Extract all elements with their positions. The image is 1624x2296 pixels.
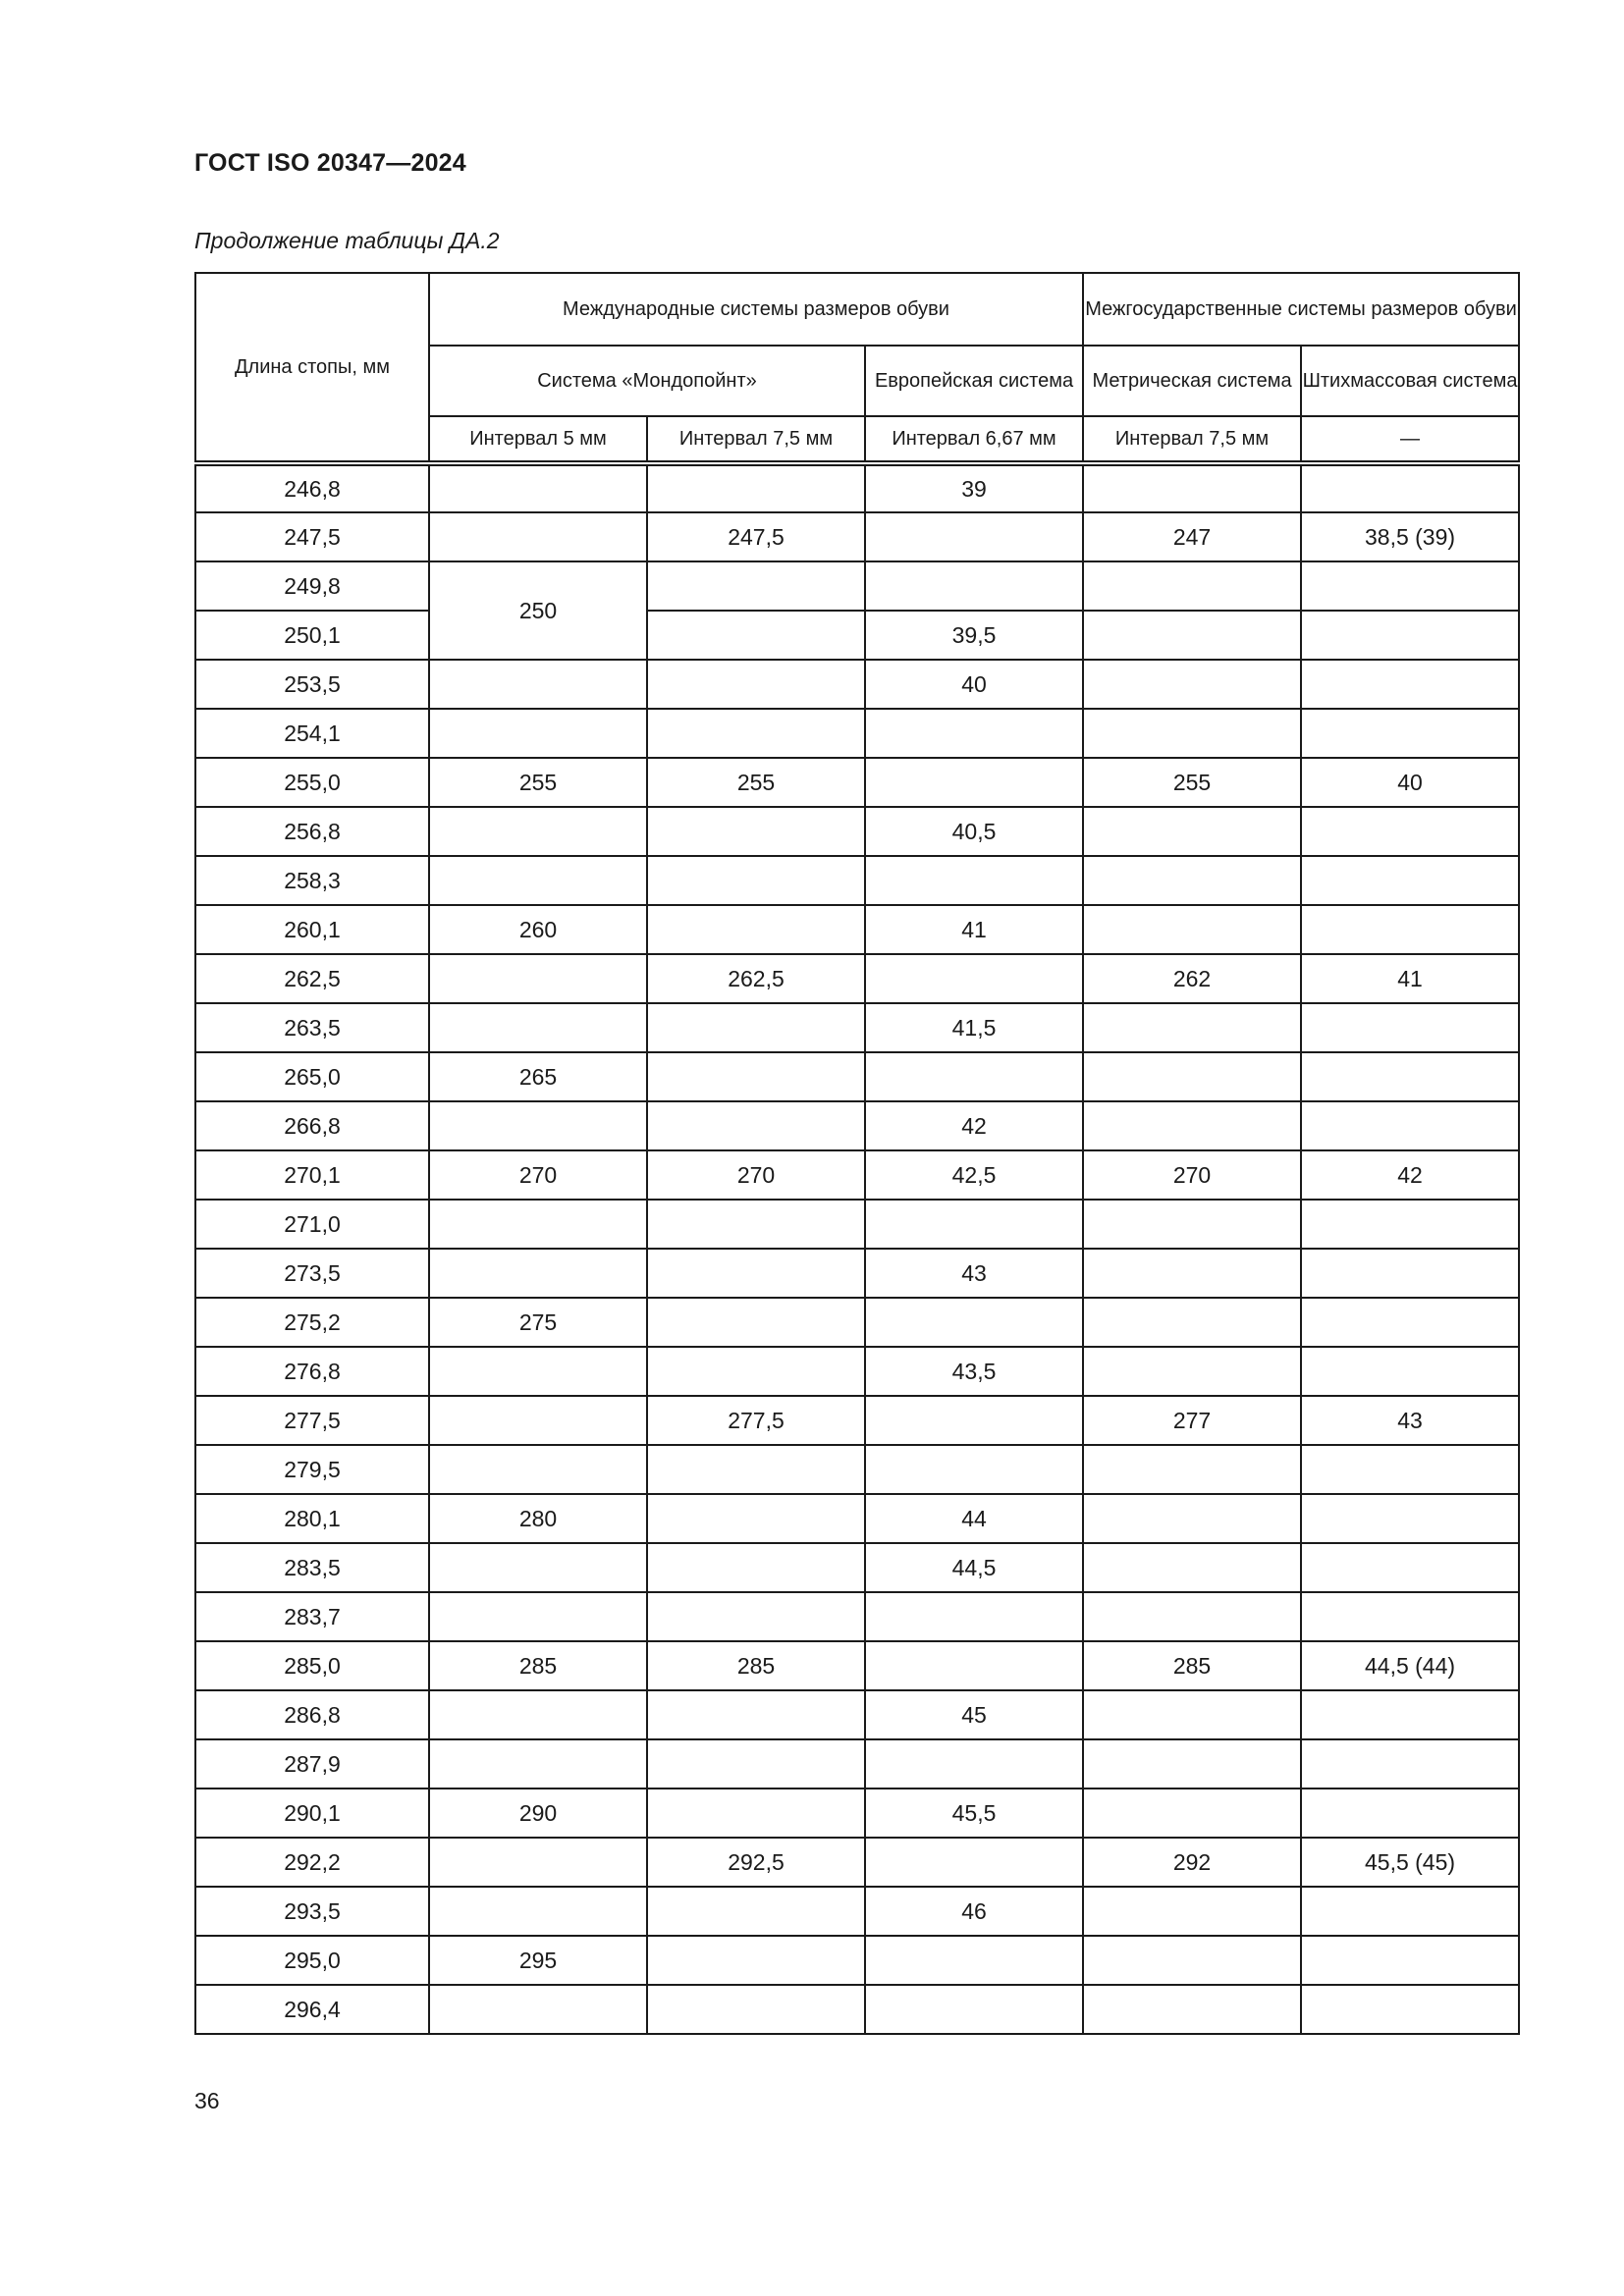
mondopoint-5-cell <box>429 1101 647 1150</box>
metric-cell <box>1083 1052 1301 1101</box>
mondopoint-7-5-cell <box>647 709 865 758</box>
european-cell <box>865 1052 1083 1101</box>
table-row <box>195 1101 1519 1150</box>
table-row <box>195 660 1519 709</box>
table-row <box>195 758 1519 807</box>
table-row <box>195 709 1519 758</box>
mondopoint-7-5-cell <box>647 1200 865 1249</box>
european-cell: 45 <box>865 1690 1083 1739</box>
metric-cell <box>1083 905 1301 954</box>
mondopoint-7-5-cell: 262,5 <box>647 954 865 1003</box>
metric-cell <box>1083 561 1301 611</box>
mondopoint-5-cell <box>429 1985 647 2034</box>
mondopoint-5-cell: 275 <box>429 1298 647 1347</box>
european-cell: 39 <box>865 463 1083 512</box>
metric-cell <box>1083 1739 1301 1789</box>
stich-cell: 38,5 (39) <box>1301 512 1519 561</box>
mondopoint-5-cell <box>429 1887 647 1936</box>
foot-length-cell: 296,4 <box>195 1985 429 2034</box>
foot-length-cell: 279,5 <box>195 1445 429 1494</box>
mondopoint-5-cell <box>429 709 647 758</box>
table-row <box>195 1298 1519 1347</box>
foot-length-cell: 270,1 <box>195 1150 429 1200</box>
mondopoint-7-5-cell: 270 <box>647 1150 865 1200</box>
foot-length-cell: 266,8 <box>195 1101 429 1150</box>
table-row <box>195 1789 1519 1838</box>
header-metric: Метрическая система <box>1083 346 1301 416</box>
mondopoint-5-cell <box>429 1690 647 1739</box>
mondopoint-5-cell <box>429 1347 647 1396</box>
mondopoint-7-5-cell <box>647 1789 865 1838</box>
mondopoint-7-5-cell <box>647 1298 865 1347</box>
mondopoint-7-5-cell <box>647 1543 865 1592</box>
mondopoint-5-cell: 255 <box>429 758 647 807</box>
mondopoint-5-cell <box>429 1739 647 1789</box>
foot-length-cell: 262,5 <box>195 954 429 1003</box>
european-cell <box>865 1592 1083 1641</box>
european-cell: 44,5 <box>865 1543 1083 1592</box>
stich-cell: 43 <box>1301 1396 1519 1445</box>
mondopoint-7-5-cell <box>647 1936 865 1985</box>
foot-length-cell: 283,7 <box>195 1592 429 1641</box>
metric-cell <box>1083 660 1301 709</box>
mondopoint-7-5-cell <box>647 1003 865 1052</box>
header-international-systems: Международные системы размеров обуви <box>429 273 1083 346</box>
european-cell <box>865 709 1083 758</box>
stich-cell <box>1301 1445 1519 1494</box>
mondopoint-7-5-cell: 285 <box>647 1641 865 1690</box>
metric-cell <box>1083 709 1301 758</box>
mondopoint-7-5-cell <box>647 1347 865 1396</box>
european-cell <box>865 1985 1083 2034</box>
mondopoint-5-cell <box>429 1838 647 1887</box>
stich-cell <box>1301 1003 1519 1052</box>
european-cell <box>865 758 1083 807</box>
mondopoint-7-5-cell <box>647 1052 865 1101</box>
european-cell <box>865 856 1083 905</box>
mondopoint-7-5-cell <box>647 1445 865 1494</box>
mondopoint-5-cell <box>429 1200 647 1249</box>
header-interval-6-67: Интервал 6,67 мм <box>865 416 1083 463</box>
table-row <box>195 1592 1519 1641</box>
european-cell <box>865 1641 1083 1690</box>
european-cell: 41 <box>865 905 1083 954</box>
metric-cell <box>1083 856 1301 905</box>
european-cell <box>865 512 1083 561</box>
stich-cell <box>1301 856 1519 905</box>
european-cell <box>865 1838 1083 1887</box>
foot-length-cell: 263,5 <box>195 1003 429 1052</box>
mondopoint-5-cell <box>429 1249 647 1298</box>
table-row <box>195 1396 1519 1445</box>
table-row <box>195 856 1519 905</box>
mondopoint-5-cell <box>429 1003 647 1052</box>
stich-cell <box>1301 1887 1519 1936</box>
stich-cell <box>1301 1690 1519 1739</box>
stich-cell: 40 <box>1301 758 1519 807</box>
table-row <box>195 561 1519 611</box>
mondopoint-7-5-cell <box>647 856 865 905</box>
stich-cell <box>1301 561 1519 611</box>
mondopoint-7-5-cell <box>647 1592 865 1641</box>
foot-length-cell: 271,0 <box>195 1200 429 1249</box>
metric-cell <box>1083 1690 1301 1739</box>
european-cell <box>865 954 1083 1003</box>
foot-length-cell: 275,2 <box>195 1298 429 1347</box>
table-row <box>195 1936 1519 1985</box>
european-cell <box>865 561 1083 611</box>
stich-cell <box>1301 1249 1519 1298</box>
european-cell: 40 <box>865 660 1083 709</box>
foot-length-cell: 246,8 <box>195 463 429 512</box>
mondopoint-7-5-cell: 292,5 <box>647 1838 865 1887</box>
mondopoint-7-5-cell: 247,5 <box>647 512 865 561</box>
mondopoint-7-5-cell <box>647 905 865 954</box>
table-row <box>195 1690 1519 1739</box>
table-row <box>195 611 1519 660</box>
stich-cell: 44,5 (44) <box>1301 1641 1519 1690</box>
mondopoint-5-cell: 260 <box>429 905 647 954</box>
mondopoint-5-cell <box>429 954 647 1003</box>
foot-length-cell: 265,0 <box>195 1052 429 1101</box>
table-row <box>195 807 1519 856</box>
mondopoint-5-cell <box>429 463 647 512</box>
header-interstate-systems: Межгосударственные системы размеров обуви <box>1083 273 1519 346</box>
mondopoint-5-cell: 285 <box>429 1641 647 1690</box>
mondopoint-5-cell <box>429 512 647 561</box>
mondopoint-5-cell <box>429 660 647 709</box>
european-cell: 42 <box>865 1101 1083 1150</box>
mondopoint-5-cell <box>429 1396 647 1445</box>
metric-cell: 247 <box>1083 512 1301 561</box>
metric-cell: 285 <box>1083 1641 1301 1690</box>
foot-length-cell: 287,9 <box>195 1739 429 1789</box>
table-row <box>195 1150 1519 1200</box>
stich-cell <box>1301 807 1519 856</box>
table-continuation-caption: Продолжение таблицы ДА.2 <box>194 228 500 253</box>
european-cell: 45,5 <box>865 1789 1083 1838</box>
header-dash: — <box>1301 416 1519 463</box>
table-row <box>195 1543 1519 1592</box>
mondopoint-7-5-cell <box>647 807 865 856</box>
metric-cell: 262 <box>1083 954 1301 1003</box>
mondopoint-7-5-cell <box>647 1494 865 1543</box>
metric-cell <box>1083 1347 1301 1396</box>
table-row <box>195 1887 1519 1936</box>
mondopoint-7-5-cell: 277,5 <box>647 1396 865 1445</box>
metric-cell <box>1083 1101 1301 1150</box>
table-row <box>195 1838 1519 1887</box>
stich-cell <box>1301 1789 1519 1838</box>
metric-cell <box>1083 1985 1301 2034</box>
mondopoint-5-cell <box>429 1543 647 1592</box>
table-row <box>195 1200 1519 1249</box>
metric-cell: 255 <box>1083 758 1301 807</box>
european-cell: 39,5 <box>865 611 1083 660</box>
stich-cell <box>1301 1101 1519 1150</box>
foot-length-cell: 254,1 <box>195 709 429 758</box>
mondopoint-5-cell: 270 <box>429 1150 647 1200</box>
table-row <box>195 463 1519 512</box>
mondopoint-5-cell: 280 <box>429 1494 647 1543</box>
metric-cell <box>1083 1543 1301 1592</box>
stich-cell <box>1301 1543 1519 1592</box>
foot-length-cell: 292,2 <box>195 1838 429 1887</box>
foot-length-cell: 258,3 <box>195 856 429 905</box>
stich-cell <box>1301 1052 1519 1101</box>
foot-length-cell: 273,5 <box>195 1249 429 1298</box>
mondopoint-5-cell <box>429 1445 647 1494</box>
foot-length-cell: 260,1 <box>195 905 429 954</box>
european-cell: 41,5 <box>865 1003 1083 1052</box>
european-cell <box>865 1298 1083 1347</box>
mondopoint-5-cell <box>429 856 647 905</box>
mondopoint-7-5-cell <box>647 1249 865 1298</box>
mondopoint-7-5-cell <box>647 1887 865 1936</box>
table-row <box>195 1494 1519 1543</box>
mondopoint-5-cell: 265 <box>429 1052 647 1101</box>
foot-length-cell: 250,1 <box>195 611 429 660</box>
table-row <box>195 1739 1519 1789</box>
european-cell <box>865 1739 1083 1789</box>
metric-cell <box>1083 1592 1301 1641</box>
mondopoint-5-cell <box>429 1592 647 1641</box>
stich-cell <box>1301 1739 1519 1789</box>
stich-cell <box>1301 611 1519 660</box>
european-cell: 44 <box>865 1494 1083 1543</box>
mondopoint-5-cell: 295 <box>429 1936 647 1985</box>
foot-length-cell: 253,5 <box>195 660 429 709</box>
stich-cell <box>1301 1936 1519 1985</box>
metric-cell <box>1083 1936 1301 1985</box>
mondopoint-7-5-cell <box>647 1985 865 2034</box>
foot-length-cell: 283,5 <box>195 1543 429 1592</box>
header-interval-7-5: Интервал 7,5 мм <box>647 416 865 463</box>
metric-cell: 292 <box>1083 1838 1301 1887</box>
foot-length-cell: 293,5 <box>195 1887 429 1936</box>
table-body <box>195 463 1519 2034</box>
mondopoint-5-cell: 250 <box>429 561 647 660</box>
stich-cell <box>1301 1347 1519 1396</box>
header-interval-5: Интервал 5 мм <box>429 416 647 463</box>
metric-cell <box>1083 1200 1301 1249</box>
stich-cell: 42 <box>1301 1150 1519 1200</box>
european-cell: 43,5 <box>865 1347 1083 1396</box>
european-cell: 40,5 <box>865 807 1083 856</box>
stich-cell <box>1301 905 1519 954</box>
page-number: 36 <box>194 2088 220 2113</box>
mondopoint-7-5-cell <box>647 1101 865 1150</box>
stich-cell <box>1301 463 1519 512</box>
stich-cell <box>1301 709 1519 758</box>
table-row <box>195 512 1519 561</box>
stich-cell <box>1301 1298 1519 1347</box>
table-row <box>195 1985 1519 2034</box>
table-row <box>195 1641 1519 1690</box>
foot-length-cell: 256,8 <box>195 807 429 856</box>
mondopoint-7-5-cell <box>647 463 865 512</box>
table-row <box>195 1052 1519 1101</box>
table-row <box>195 1249 1519 1298</box>
metric-cell <box>1083 1494 1301 1543</box>
european-cell <box>865 1396 1083 1445</box>
stich-cell <box>1301 1494 1519 1543</box>
european-cell: 46 <box>865 1887 1083 1936</box>
header-interval-7-5-metric: Интервал 7,5 мм <box>1083 416 1301 463</box>
mondopoint-5-cell: 290 <box>429 1789 647 1838</box>
mondopoint-7-5-cell <box>647 611 865 660</box>
metric-cell <box>1083 1003 1301 1052</box>
european-cell: 42,5 <box>865 1150 1083 1200</box>
stich-cell <box>1301 660 1519 709</box>
european-cell <box>865 1445 1083 1494</box>
foot-length-cell: 277,5 <box>195 1396 429 1445</box>
foot-length-cell: 285,0 <box>195 1641 429 1690</box>
metric-cell <box>1083 611 1301 660</box>
mondopoint-7-5-cell <box>647 1739 865 1789</box>
header-european: Европейская система <box>865 346 1083 416</box>
mondopoint-7-5-cell <box>647 660 865 709</box>
metric-cell <box>1083 1789 1301 1838</box>
table-row <box>195 905 1519 954</box>
mondopoint-5-cell <box>429 807 647 856</box>
mondopoint-7-5-cell <box>647 1690 865 1739</box>
stich-cell <box>1301 1985 1519 2034</box>
foot-length-cell: 276,8 <box>195 1347 429 1396</box>
metric-cell <box>1083 463 1301 512</box>
european-cell <box>865 1936 1083 1985</box>
metric-cell <box>1083 1298 1301 1347</box>
metric-cell: 270 <box>1083 1150 1301 1200</box>
document-code: ГОСТ ISO 20347—2024 <box>194 149 466 177</box>
stich-cell: 41 <box>1301 954 1519 1003</box>
mondopoint-7-5-cell <box>647 561 865 611</box>
metric-cell <box>1083 1445 1301 1494</box>
foot-length-cell: 249,8 <box>195 561 429 611</box>
metric-cell <box>1083 1887 1301 1936</box>
foot-length-cell: 255,0 <box>195 758 429 807</box>
metric-cell <box>1083 807 1301 856</box>
table-row <box>195 1347 1519 1396</box>
mondopoint-7-5-cell: 255 <box>647 758 865 807</box>
header-foot-length: Длина стопы, мм <box>195 273 429 463</box>
metric-cell: 277 <box>1083 1396 1301 1445</box>
stich-cell: 45,5 (45) <box>1301 1838 1519 1887</box>
metric-cell <box>1083 1249 1301 1298</box>
foot-length-cell: 295,0 <box>195 1936 429 1985</box>
european-cell <box>865 1200 1083 1249</box>
foot-length-cell: 286,8 <box>195 1690 429 1739</box>
stich-cell <box>1301 1592 1519 1641</box>
foot-length-cell: 290,1 <box>195 1789 429 1838</box>
table-row <box>195 1003 1519 1052</box>
european-cell: 43 <box>865 1249 1083 1298</box>
header-mondopoint: Система «Мондопойнт» <box>429 346 865 416</box>
foot-length-cell: 247,5 <box>195 512 429 561</box>
table-row <box>195 1445 1519 1494</box>
stich-cell <box>1301 1200 1519 1249</box>
shoe-size-table <box>194 272 1520 2035</box>
header-stich: Штихмассовая система <box>1301 346 1519 416</box>
table-row <box>195 954 1519 1003</box>
foot-length-cell: 280,1 <box>195 1494 429 1543</box>
